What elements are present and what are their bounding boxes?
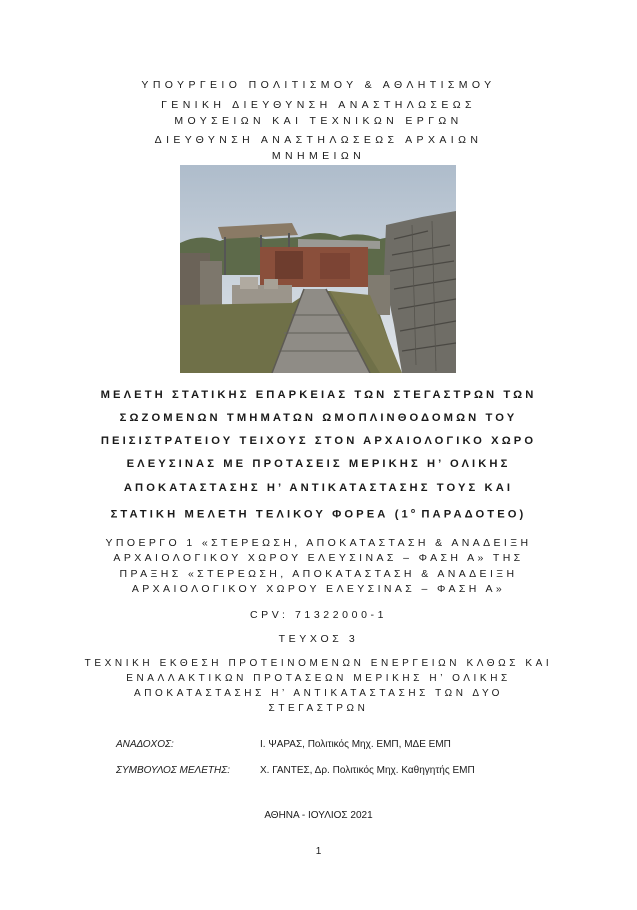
title-line: ΕΛΕΥΣΙΝΑΣ ΜΕ ΠΡΟΤΑΣΕΙΣ ΜΕΡΙΚΗΣ Η’ ΟΛΙΚΗΣ bbox=[126, 458, 511, 470]
volume-label: ΤΕΥΧΟΣ 3 bbox=[278, 633, 359, 645]
ordinal-superscript: ο bbox=[410, 508, 416, 515]
title-line: ΑΠΟΚΑΤΑΣΤΑΣΗΣ Η’ ΑΝΤΙΚΑΤΑΣΤΑΣΗΣ ΤΟΥΣ ΚΑΙ bbox=[123, 482, 514, 494]
technical-report-line: ΣΤΕΓΑΣΤΡΩΝ bbox=[268, 703, 369, 714]
subproject-line: ΥΠΟΕΡΓΟ 1 «ΣΤΕΡΕΩΣΗ, ΑΠΟΚΑΤΑΣΤΑΣΗ & ΑΝΑΔΕΙΞΗ bbox=[105, 537, 532, 549]
directorate-line: ΜΝΗΜΕΙΩΝ bbox=[271, 150, 366, 162]
cpv-code: CPV: 71322000-1 bbox=[249, 609, 388, 621]
title-line: ΣΩΖΟΜΕΝΩΝ ΤΜΗΜΑΤΩΝ ΩΜΟΠΛΙΝΘΟΔΟΜΩΝ ΤΟΥ bbox=[119, 412, 518, 424]
subproject-line: ΑΡΧΑΙΟΛΟΓΙΚΟΥ ΧΩΡΟΥ ΕΛΕΥΣΙΝΑΣ – ΦΑΣΗ Α» bbox=[131, 583, 506, 595]
ministry-line: ΥΠΟΥΡΓΕΙΟ ΠΟΛΙΤΙΣΜΟΥ & ΑΘΛΗΤΙΣΜΟΥ bbox=[141, 79, 496, 91]
title-line: ΜΕΛΕΤΗ ΣΤΑΤΙΚΗΣ ΕΠΑΡΚΕΙΑΣ ΤΩΝ ΣΤΕΓΑΣΤΡΩΝ ΤΩΝ bbox=[100, 389, 537, 401]
contractor-value: Ι. ΨΑΡΑΣ, Πολιτικός Μηχ. ΕΜΠ, ΜΔΕ ΕΜΠ bbox=[260, 739, 451, 750]
title-last-suffix: ΠΑΡΑΔΟΤΕΟ) bbox=[415, 508, 527, 521]
technical-report-line: ΑΠΟΚΑΤΑΣΤΑΣΗΣ Η’ ΑΝΤΙΚΑΤΑΣΤΑΣΗΣ ΤΩΝ ΔΥΟ bbox=[133, 688, 504, 699]
consultant-label: ΣΥΜΒΟΥΛΟΣ ΜΕΛΕΤΗΣ: bbox=[116, 765, 230, 776]
technical-report-line: ΕΝΑΛΛΑΚΤΙΚΩΝ ΠΡΟΤΑΣΕΩΝ ΜΕΡΙΚΗΣ Η’ ΟΛΙΚΗΣ bbox=[126, 673, 511, 684]
title-last-prefix: ΣΤΑΤΙΚΗ ΜΕΛΕΤΗ ΤΕΛΙΚΟΥ ΦΟΡΕΑ (1 bbox=[110, 508, 411, 521]
site-photo bbox=[180, 165, 456, 373]
contractor-label: ΑΝΑΔΟΧΟΣ: bbox=[116, 739, 174, 750]
directorate-line: ΜΟΥΣΕΙΩΝ ΚΑΙ ΤΕΧΝΙΚΩΝ ΕΡΓΩΝ bbox=[174, 115, 463, 127]
title-line-deliverable bbox=[0, 500, 637, 527]
subproject-line: ΠΡΑΞΗΣ «ΣΤΕΡΕΩΣΗ, ΑΠΟΚΑΤΑΣΤΑΣΗ & ΑΝΑΔΕΙΞΗ bbox=[119, 568, 518, 580]
directorate-line: ΔΙΕΥΘΥΝΣΗ ΑΝΑΣΤΗΛΩΣΕΩΣ ΑΡΧΑΙΩΝ bbox=[154, 134, 483, 146]
page-number: 1 bbox=[315, 846, 322, 857]
technical-report-line: ΤΕΧΝΙΚΗ ΕΚΘΕΣΗ ΠΡΟΤΕΙΝΟΜΕΝΩΝ ΕΝΕΡΓΕΙΩΝ ΚΛΘΩΣ ΚΑΙ bbox=[84, 658, 553, 669]
consultant-value: Χ. ΓΑΝΤΕΣ, Δρ. Πολιτικός Μηχ. Καθηγητής ΕΜΠ bbox=[260, 765, 475, 776]
directorate-line: ΓΕΝΙΚΗ ΔΙΕΥΘΥΝΣΗ ΑΝΑΣΤΗΛΩΣΕΩΣ bbox=[161, 99, 476, 111]
subproject-line: ΑΡΧΑΙΟΛΟΓΙΚΟΥ ΧΩΡΟΥ ΕΛΕΥΣΙΝΑΣ – ΦΑΣΗ Α» ΤΗΣ bbox=[113, 552, 524, 564]
place-date: ΑΘΗΝΑ - ΙΟΥΛΙΟΣ 2021 bbox=[264, 810, 373, 821]
title-line: ΠΕΙΣΙΣΤΡΑΤΕΙΟΥ ΤΕΙΧΟΥΣ ΣΤΟΝ ΑΡΧΑΙΟΛΟΓΙΚΟ ΧΩΡΟ bbox=[100, 435, 537, 447]
